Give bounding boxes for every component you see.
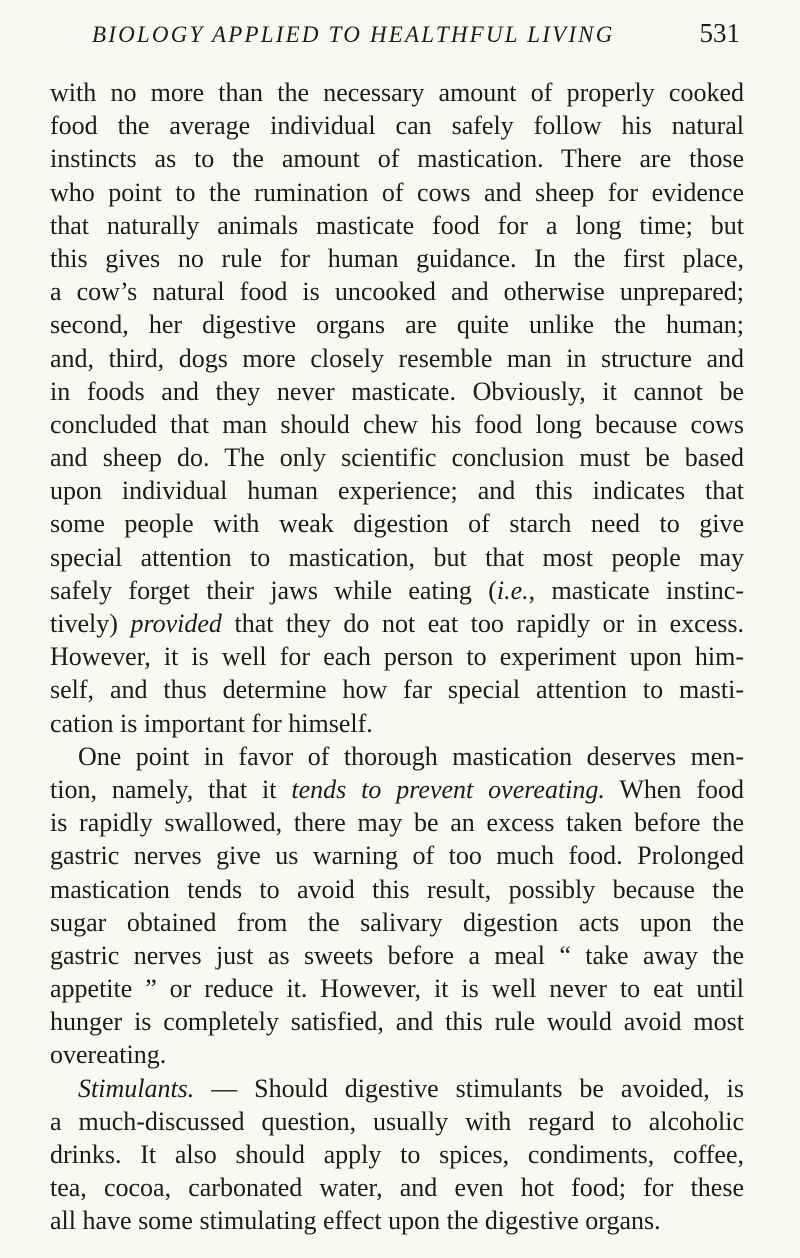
page-number: 531 bbox=[699, 18, 740, 48]
text-line: concluded that man should chew his food long because cows bbox=[50, 409, 744, 439]
text-line: hunger is completely satisfied, and this rule would avoid most bbox=[50, 1007, 744, 1037]
text-line: all have some stimulating effect upon the digestive organs. bbox=[50, 1206, 661, 1236]
text-line: One point in favor of thorough mastication deserves men- bbox=[78, 741, 744, 771]
text-line: sugar obtained from the salivary digestion acts upon the bbox=[50, 907, 744, 937]
text-run: that they do not eat too rapidly or in excess. bbox=[221, 609, 745, 638]
abbreviation-ie: i.e. bbox=[496, 575, 529, 605]
text-line: food the average individual can safely follow his natural bbox=[50, 111, 744, 141]
text-run: , masticate instinc- bbox=[528, 575, 744, 605]
text-line: second, her digestive organs are quite unlike the human; bbox=[50, 310, 744, 340]
text-line: gastric nerves just as sweets before a meal “ take away the bbox=[50, 940, 744, 970]
text-line: some people with weak digestion of starch need to give bbox=[50, 509, 744, 539]
running-title: BIOLOGY APPLIED TO HEALTHFUL LIVING bbox=[92, 22, 615, 47]
text-line bbox=[50, 773, 744, 806]
text-line: tea, cocoa, carbonated water, and even hot food; for these bbox=[50, 1173, 744, 1203]
text-line: is rapidly swallowed, there may be an excess taken before the bbox=[50, 808, 744, 838]
text-line: gastric nerves give us warning of too much food. Prolonged bbox=[50, 841, 744, 871]
text-run: When food bbox=[604, 774, 744, 804]
text-line: and, third, dogs more closely resemble man in structure and bbox=[50, 343, 744, 373]
text-line: drinks. It also should apply to spices, condiments, coffee, bbox=[50, 1140, 744, 1169]
text-line: special attention to mastication, but that most people may bbox=[50, 542, 744, 572]
emphasis-provided: provided bbox=[130, 609, 222, 638]
text-line: overeating. bbox=[50, 1040, 167, 1070]
text-line: appetite ” or reduce it. However, it is well never to eat until bbox=[50, 974, 744, 1004]
text-line: a cow’s natural food is uncooked and otherwise unprepared; bbox=[50, 277, 744, 307]
text-run: tion, namely, that it bbox=[50, 774, 292, 804]
text-line: cation is important for himself. bbox=[50, 708, 373, 738]
text-line bbox=[50, 574, 744, 607]
body-text bbox=[50, 76, 744, 1238]
section-heading-stimulants: Stimulants. bbox=[78, 1073, 195, 1103]
text-line: and sheep do. The only scientific conclusion must be based bbox=[50, 443, 744, 473]
text-line: with no more than the necessary amount of properly cooked bbox=[50, 78, 744, 107]
text-line: in foods and they never masticate. Obviously, it cannot be bbox=[50, 376, 744, 406]
text-line: upon individual human experience; and this indicates that bbox=[50, 476, 744, 506]
text-run: tively) bbox=[50, 609, 131, 638]
text-line: a much-discussed question, usually with regard to alcoholic bbox=[50, 1106, 744, 1136]
text-line: instincts as to the amount of mastication. There are those bbox=[50, 144, 744, 174]
text-line: self, and thus determine how far special attention to masti- bbox=[50, 675, 744, 705]
text-line: this gives no rule for human guidance. In the first place, bbox=[50, 243, 744, 273]
text-line: However, it is well for each person to experiment upon him- bbox=[50, 642, 744, 672]
running-head bbox=[92, 18, 740, 58]
text-run: safely forget their jaws while eating ( bbox=[50, 575, 497, 605]
text-line: who point to the rumination of cows and sheep for evidence bbox=[50, 177, 744, 207]
text-line: that naturally animals masticate food for a long time; but bbox=[50, 210, 744, 240]
text-run: — Should digestive stimulants be avoided, is bbox=[194, 1073, 744, 1103]
text-line bbox=[50, 1072, 744, 1105]
text-line: mastication tends to avoid this result, possibly because the bbox=[50, 874, 744, 904]
text-line bbox=[50, 607, 744, 640]
emphasis-overeating: tends to prevent overeating. bbox=[291, 774, 605, 804]
